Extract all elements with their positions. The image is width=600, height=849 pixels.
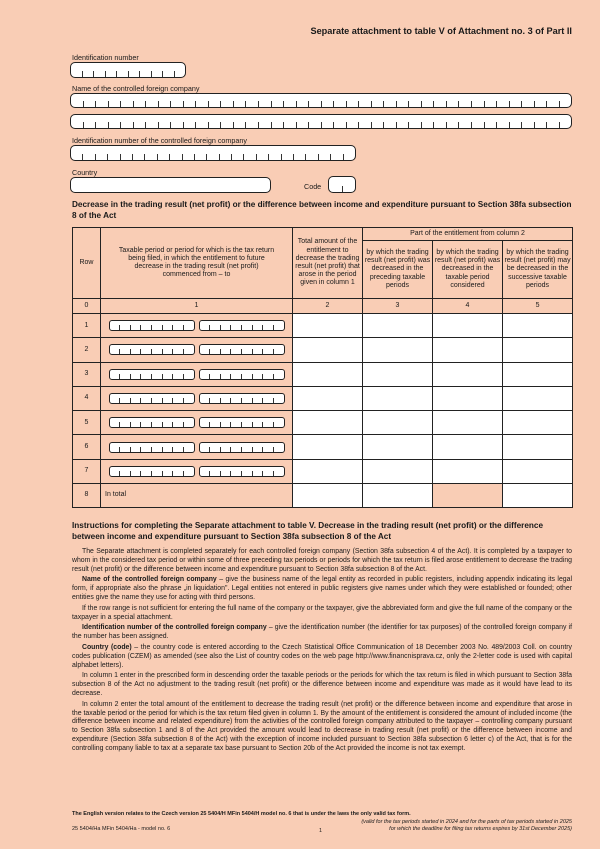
company-id-label: Identification number of the controlled foreign company	[72, 136, 247, 145]
country-field[interactable]	[70, 177, 271, 193]
page-number: 1	[319, 828, 323, 834]
considered-cell[interactable]	[433, 411, 503, 435]
preceding-cell[interactable]	[363, 338, 433, 362]
total-amount-cell[interactable]	[293, 459, 363, 483]
successive-cell[interactable]	[503, 314, 573, 338]
row-number: 3	[73, 362, 101, 386]
instructions-paragraph: If the row range is not sufficient for entering the full name of the company or the taxpayer, give the abbreviated form and give the full name of the company or the taxpayer in a special attachment.	[72, 604, 572, 621]
total-amount-sum-cell[interactable]	[293, 484, 363, 508]
table-row	[73, 459, 573, 483]
preceding-cell[interactable]	[363, 362, 433, 386]
instructions-paragraph: In column 1 enter in the prescribed form in descending order the taxable periods or the periods for which the tax return is filed in which pursuant to Section 38fa subsection 8 of the Act no adjustment to the trading result (net profit) or the difference between income and expenditure was made as it would have lead to its decrease.	[72, 672, 572, 697]
company-id-field[interactable]	[70, 145, 356, 161]
country-code-field[interactable]	[328, 176, 356, 193]
total-label: In total	[101, 484, 293, 508]
column-number-5: 5	[503, 299, 573, 314]
row-number: 7	[73, 459, 101, 483]
considered-cell[interactable]	[433, 338, 503, 362]
instructions-paragraph: In column 2 enter the total amount of the entitlement to decrease the trading result (net profit) or the difference between income and expenditure that arose in the taxable period or the period for which is the tax return filed given in column 1. By the amount of the entitlement is considered the amount of included income (the difference between income and related expenditure) from the activities of the controlled foreign company attributed to the taxpayer – controlling company pursuant to Section 38fa subsection 1 and 8 of the Act provided the amount would lead to decrease in trading result (net profit) or the difference between income and expenditure (Section 38fa subsection 8 of the Act) with the exception of income included pursuant to Section 38fa subsection 6 letter c) of the Act, that is for the controlling company liable to tax at a separate tax base pursuant to Section 20b of the Act provided the income is not tax exempt.	[72, 700, 572, 752]
instructions-paragraph	[72, 576, 572, 602]
header-period: Taxable period or period for which is the tax return being filed, in which the entitlement to future decrease in the trading result (net profit) commenced from – to	[101, 228, 293, 299]
column-number-1: 1	[101, 299, 293, 314]
instructions-term: Name of the controlled foreign company	[82, 576, 217, 584]
preceding-cell[interactable]	[363, 411, 433, 435]
header-part-of-entitlement: Part of the entitlement from column 2	[363, 228, 573, 241]
total-amount-cell[interactable]	[293, 362, 363, 386]
column-number-2: 2	[293, 299, 363, 314]
character-ticks	[71, 71, 185, 77]
identification-number-field[interactable]	[70, 62, 186, 78]
preceding-cell[interactable]	[363, 314, 433, 338]
header-successive-periods: by which the trading result (net profit) may be decreased in the successive taxable periods	[503, 241, 573, 299]
preceding-sum-cell[interactable]	[363, 484, 433, 508]
company-name-field-line-2[interactable]	[70, 114, 572, 129]
row-number: 5	[73, 411, 101, 435]
considered-cell[interactable]	[433, 435, 503, 459]
period-cell	[101, 459, 293, 483]
instructions-text: – give the identification number (the identifier for tax purposes) of the controlled foreign company if the number has been assigned.	[72, 624, 572, 641]
instructions-title: Instructions for completing the Separate attachment to table V. Decrease in the trading result (net profit) or the difference between income and expenditure pursuant to Section 38fa subsection 8 of the Act	[72, 521, 544, 541]
table-row	[73, 338, 573, 362]
total-amount-cell[interactable]	[293, 338, 363, 362]
period-cell	[101, 314, 293, 338]
column-number-4: 4	[433, 299, 503, 314]
header-considered-period: by which the trading result (net profit) was decreased in the taxable period considered	[433, 241, 503, 299]
preceding-cell[interactable]	[363, 386, 433, 410]
successive-cell[interactable]	[503, 435, 573, 459]
column-number-0: 0	[73, 299, 101, 314]
period-from-field[interactable]	[109, 369, 195, 380]
considered-cell[interactable]	[433, 362, 503, 386]
table-row	[73, 435, 573, 459]
validity-line-2: for which the deadline for filing tax returns expires by 31st December 2025)	[389, 826, 572, 832]
instructions-term: Identification number of the controlled foreign company	[82, 624, 267, 632]
code-label: Code	[304, 182, 322, 191]
table-row	[73, 411, 573, 435]
header-row: Row	[73, 228, 101, 299]
period-from-field[interactable]	[109, 417, 195, 428]
period-cell	[101, 386, 293, 410]
company-name-field-line-1[interactable]	[70, 93, 572, 108]
period-cell	[101, 338, 293, 362]
header-preceding-periods: by which the trading result (net profit) was decreased in the preceding taxable periods	[363, 241, 433, 299]
character-ticks	[329, 186, 355, 192]
country-label: Country	[72, 168, 98, 177]
period-to-field[interactable]	[199, 417, 285, 428]
successive-cell[interactable]	[503, 362, 573, 386]
preceding-cell[interactable]	[363, 435, 433, 459]
header-total-amount: Total amount of the entitlement to decrease the trading result (net profit) that arose in the period given in column 1	[293, 228, 363, 299]
total-row	[73, 484, 573, 508]
successive-sum-cell[interactable]	[503, 484, 573, 508]
instructions-body	[72, 548, 572, 756]
period-to-field[interactable]	[199, 466, 285, 477]
section-title: Decrease in the trading result (net profit) or the difference between income and expenditure pursuant to Section 38fa subsection 8 of the Act	[72, 200, 572, 220]
period-to-field[interactable]	[199, 320, 285, 331]
preceding-cell[interactable]	[363, 459, 433, 483]
entitlement-table	[72, 227, 573, 508]
row-number: 4	[73, 386, 101, 410]
successive-cell[interactable]	[503, 411, 573, 435]
period-to-field[interactable]	[199, 393, 285, 404]
instructions-paragraph	[72, 624, 572, 642]
row-number: 8	[73, 484, 101, 508]
period-to-field[interactable]	[199, 369, 285, 380]
total-amount-cell[interactable]	[293, 314, 363, 338]
document-title: Separate attachment to table V of Attachment no. 3 of Part II	[310, 26, 572, 36]
successive-cell[interactable]	[503, 338, 573, 362]
period-to-field[interactable]	[199, 442, 285, 453]
instructions-paragraph: The Separate attachment is completed separately for each controlled foreign company (Section 38fa subsection 4 of the Act). It is completed by a taxpayer to whom in the considered tax period or within some of three preceding tax periods or periods for which the tax return is filed arose entitlement to decrease the trading result (net profit) or the difference between income and expenditure pursuant to Section 38fa subsection 8 of the Act.	[72, 548, 572, 573]
instructions-text: – the country code is entered according to the Czech Statistical Office Communication of 18 December 2003 No. 489/2003 Coll. on country codes publication (CZEM) as amended (see also the List of country codes on the web page http://www.financnisprava.cz, only the 2-letter code is used with capital alphabet letters).	[72, 643, 573, 669]
character-ticks	[71, 154, 355, 160]
row-number: 2	[73, 338, 101, 362]
validity-line-1: (valid for the tax periods started in 2024 and for the parts of tax periods started in 2025	[361, 819, 572, 825]
period-cell	[101, 362, 293, 386]
row-number: 1	[73, 314, 101, 338]
period-from-field[interactable]	[109, 442, 195, 453]
table-row	[73, 314, 573, 338]
table-row	[73, 362, 573, 386]
successive-cell[interactable]	[503, 386, 573, 410]
english-version-note: The English version relates to the Czech version 25 5404/H MFin 5404/H model no. 6 that is under the laws the only valid tax form.	[72, 811, 411, 817]
total-amount-cell[interactable]	[293, 411, 363, 435]
row-number: 6	[73, 435, 101, 459]
considered-cell[interactable]	[433, 386, 503, 410]
total-amount-cell[interactable]	[293, 386, 363, 410]
character-ticks	[71, 122, 571, 128]
considered-cell[interactable]	[433, 314, 503, 338]
period-to-field[interactable]	[199, 344, 285, 355]
period-cell	[101, 411, 293, 435]
form-code: 25 5404/Ha MFin 5404/Ha - model no. 6	[72, 826, 171, 832]
identification-number-label: Identification number	[72, 53, 139, 62]
considered-cell[interactable]	[433, 459, 503, 483]
period-from-field[interactable]	[109, 393, 195, 404]
character-ticks	[71, 101, 571, 107]
table-row	[73, 386, 573, 410]
period-from-field[interactable]	[109, 320, 195, 331]
column-number-3: 3	[363, 299, 433, 314]
instructions-text: – give the business name of the legal entity as recorded in public registers, including appendix indicating its legal form, if appropriate also the phrase „in liquidation". Legal entities not entered in public registers give names under which they were established or founded; other entities give the name they use for acting with third persons.	[72, 576, 572, 601]
period-cell	[101, 435, 293, 459]
considered-sum-cell-disabled	[433, 484, 503, 508]
total-amount-cell[interactable]	[293, 435, 363, 459]
validity-note	[361, 819, 572, 833]
period-from-field[interactable]	[109, 344, 195, 355]
successive-cell[interactable]	[503, 459, 573, 483]
instructions-paragraph	[72, 644, 572, 670]
instructions-term: Country (code)	[82, 643, 132, 651]
period-from-field[interactable]	[109, 466, 195, 477]
company-name-label: Name of the controlled foreign company	[72, 84, 200, 93]
